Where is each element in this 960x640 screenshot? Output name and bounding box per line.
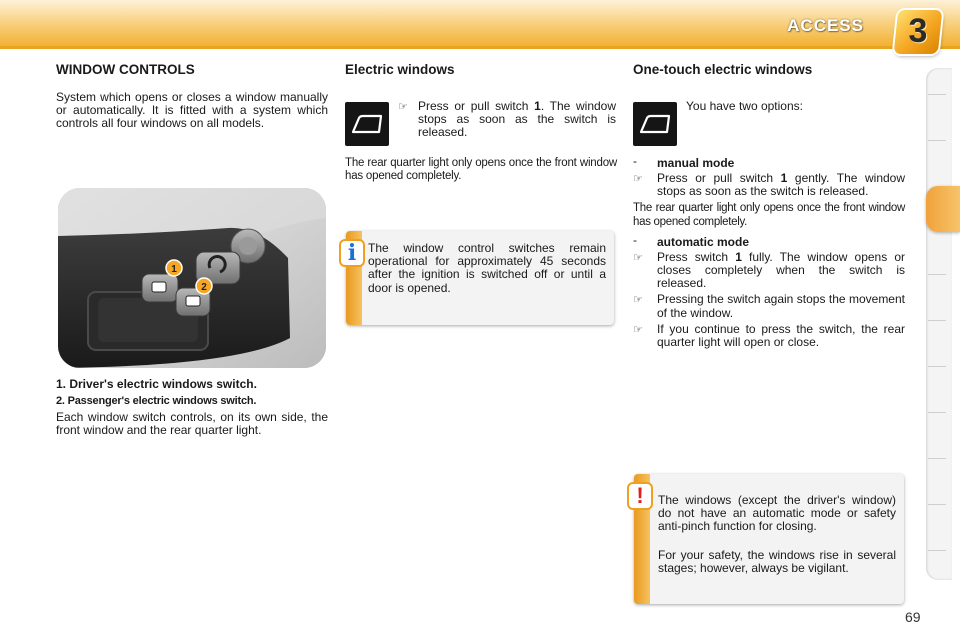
auto-mode-label-row: [633, 233, 905, 248]
rear-quarter-note: The rear quarter light only opens once the front window has opened completely.: [345, 157, 617, 183]
door-panel-illustration: [58, 188, 326, 368]
tab-divider: [928, 140, 946, 141]
instruction-text-pre: Press or pull switch: [418, 99, 535, 113]
manual-mode-label-row: [633, 154, 905, 169]
electric-windows-heading: Electric windows: [345, 62, 455, 77]
section-title: ACCESS: [787, 16, 864, 35]
tab-divider: [928, 458, 946, 459]
info-icon: i: [341, 241, 363, 265]
manual-text-post: gently. The window stops as soon as the switch is released.: [657, 171, 906, 199]
warning-note-box: [634, 474, 904, 604]
callout-1-label: 1: [171, 264, 177, 275]
tab-divider: [928, 320, 946, 321]
header-rule: [0, 46, 960, 49]
tab-divider: [928, 274, 946, 275]
instruction-text: [418, 100, 616, 140]
one-touch-window-icon: [633, 102, 677, 146]
auto-mode-bullet-1: [633, 251, 905, 291]
auto-bullet-3-text: If you continue to press the switch, the rear quarter light will open or close.: [657, 321, 905, 350]
auto-mode-bullet-2: [633, 293, 905, 319]
electric-windows-instruction: [398, 100, 616, 140]
warning-icon: !: [629, 484, 651, 508]
auto-bullet-1-text: [657, 251, 905, 291]
auto-text-pre: Press switch: [657, 249, 736, 264]
one-touch-heading: One-touch electric windows: [633, 62, 813, 77]
one-touch-column: [633, 60, 905, 77]
instruction-bullet: [398, 100, 616, 140]
info-note-box: [346, 231, 614, 325]
chapter-tab-active[interactable]: [926, 186, 960, 232]
tab-divider: [928, 504, 946, 505]
warning-text-1: The windows (except the driver's window) do not have an automatic mode or safety anti-pinch function for closing.: [658, 493, 896, 534]
tab-divider: [928, 412, 946, 413]
manual-text-pre: Press or pull switch: [657, 171, 781, 185]
window-switch-icon: [345, 102, 389, 146]
window-controls-column: [56, 60, 328, 131]
manual-switch-number: 1: [780, 171, 788, 185]
caption-driver-switch: 1. Driver's electric windows switch.: [56, 377, 257, 391]
manual-dash: -: [633, 154, 637, 168]
window-controls-intro: System which opens or closes a window manually or automatically. It is fitted with a system which controls all four windows on all models.: [56, 90, 328, 131]
callout-2-label: 2: [201, 282, 207, 293]
tab-divider: [928, 94, 946, 95]
electric-windows-column: [345, 60, 617, 77]
hand-pointer-icon: ☞: [633, 173, 643, 185]
window-controls-heading: WINDOW CONTROLS: [56, 62, 195, 77]
instruction-switch-number: 1: [534, 99, 541, 113]
auto-bullet-2-text: Pressing the switch again stops the movement of the window.: [657, 292, 905, 320]
window-shape-icon: [633, 102, 677, 146]
caption-passenger-switch: 2. Passenger's electric windows switch.: [56, 395, 257, 407]
auto-mode-bullet-3: [633, 323, 905, 349]
hand-pointer-icon: ☞: [633, 294, 643, 307]
switch-captions: [56, 377, 328, 437]
auto-mode-label: automatic mode: [657, 234, 750, 249]
auto-dash: -: [633, 232, 637, 247]
caption-body: Each window switch controls, on its own side, the front window and the rear quarter light.: [56, 410, 328, 438]
manual-mode-text: [657, 172, 905, 198]
page-number: 69: [905, 609, 921, 625]
one-touch-rear-note: The rear quarter light only opens once the front window has opened completely.: [633, 202, 905, 228]
tab-divider: [928, 366, 946, 367]
instruction-text-post: . The window stops as soon as the switch is released.: [418, 99, 617, 140]
hand-pointer-icon: ☞: [633, 251, 643, 264]
manual-mode-label: manual mode: [657, 156, 735, 170]
one-touch-content: [633, 154, 905, 349]
warning-text-2: For your safety, the windows rise in several stages; however, always be vigilant.: [658, 548, 896, 576]
tab-divider: [928, 550, 946, 551]
chapter-number: 3: [908, 12, 928, 50]
window-shape-icon: [345, 102, 389, 146]
hand-pointer-icon: ☞: [398, 101, 408, 113]
info-note-text: The window control switches remain operational for approximately 45 seconds after the ignition is switched off or until a door is opened.: [368, 241, 606, 295]
window-switch-photo: [58, 188, 326, 368]
hand-pointer-icon: ☞: [633, 323, 643, 336]
auto-switch-number: 1: [735, 249, 742, 264]
manual-mode-bullet: [633, 172, 905, 198]
auto-text-post: fully. The window opens or closes completely when the switch is released.: [657, 249, 905, 291]
options-intro: You have two options:: [686, 99, 803, 113]
